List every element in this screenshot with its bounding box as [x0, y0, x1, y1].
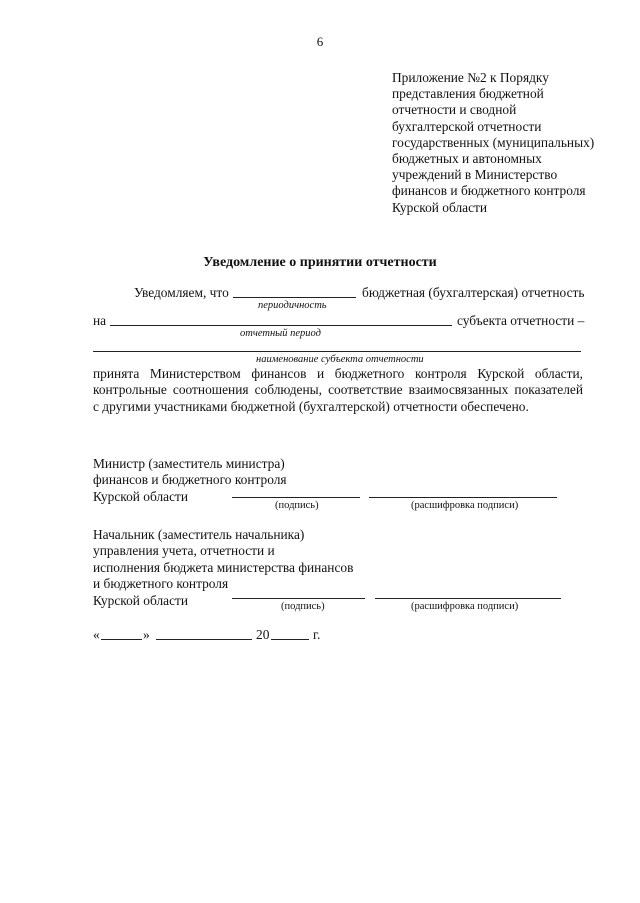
- minister-signature-field[interactable]: [232, 497, 360, 498]
- appendix-line: финансов и бюджетного контроля: [392, 183, 586, 199]
- reporting-period-field[interactable]: [110, 325, 452, 326]
- notice-on: на: [93, 313, 107, 328]
- appendix-line: Приложение №2 к Порядку: [392, 70, 549, 85]
- date-close-quote: »: [143, 627, 150, 642]
- notice-intro: Уведомляем, что: [134, 285, 229, 300]
- notice-subject-suffix: субъекта отчетности –: [457, 313, 585, 328]
- head-signature-field[interactable]: [232, 598, 365, 599]
- head-line: Курской области: [93, 592, 189, 608]
- minister-decoding-field[interactable]: [369, 497, 557, 498]
- page-number: 6: [316, 34, 324, 49]
- date-month-field[interactable]: [156, 639, 252, 640]
- appendix-line: учреждений в Министерство: [392, 167, 558, 183]
- appendix-line: Курской области: [392, 199, 488, 215]
- head-caption-decoding: (расшифровка подписи): [411, 601, 519, 612]
- appendix-header: [392, 70, 632, 216]
- appendix-line: бухгалтерской отчетности: [392, 118, 542, 134]
- date-open-quote: «: [93, 627, 100, 642]
- head-line: и бюджетного контроля: [93, 576, 229, 592]
- minister-caption-signature: (подпись): [275, 500, 319, 511]
- head-caption-signature: (подпись): [281, 601, 325, 612]
- periodicity-field[interactable]: [233, 297, 356, 298]
- hint-subject-name: наименование субъекта отчетности: [256, 354, 424, 365]
- appendix-line: представления бюджетной: [392, 86, 544, 102]
- appendix-line: государственных (муниципальных): [392, 134, 595, 150]
- minister-line: финансов и бюджетного контроля: [93, 472, 287, 488]
- appendix-line: бюджетных и автономных: [392, 151, 542, 167]
- hint-periodicity: периодичность: [258, 300, 327, 311]
- paragraph-line: принята Министерством финансов и бюджетного контроля Курской области,: [93, 366, 583, 381]
- date-year-field[interactable]: [271, 639, 309, 640]
- subject-name-field[interactable]: [93, 351, 581, 352]
- paragraph-line: с другими участниками бюджетной (бухгалтерской) отчетности обеспечено.: [93, 398, 529, 414]
- date-day-field[interactable]: [101, 639, 142, 640]
- paragraph-line: контрольные соотношения соблюдены, соответствие взаимосвязанных показателей: [93, 382, 583, 398]
- document-title: Уведомление о принятии отчетности: [203, 255, 437, 270]
- date-year-prefix: 20: [256, 627, 270, 642]
- head-line: Начальник (заместитель начальника): [93, 527, 305, 542]
- head-line: управления учета, отчетности и: [93, 543, 275, 559]
- head-signature-block: [93, 527, 353, 609]
- notice-after-blank: бюджетная (бухгалтерская) отчетность: [362, 285, 585, 300]
- head-decoding-field[interactable]: [375, 598, 561, 599]
- minister-line: Курской области: [93, 488, 189, 504]
- appendix-line: отчетности и сводной: [392, 102, 517, 118]
- date-year-suffix: г.: [313, 627, 321, 642]
- head-line: исполнения бюджета министерства финансов: [93, 559, 354, 575]
- minister-caption-decoding: (расшифровка подписи): [411, 500, 519, 511]
- notice-paragraph: [93, 366, 583, 415]
- minister-line: Министр (заместитель министра): [93, 456, 285, 471]
- hint-reporting-period: отчетный период: [240, 328, 321, 339]
